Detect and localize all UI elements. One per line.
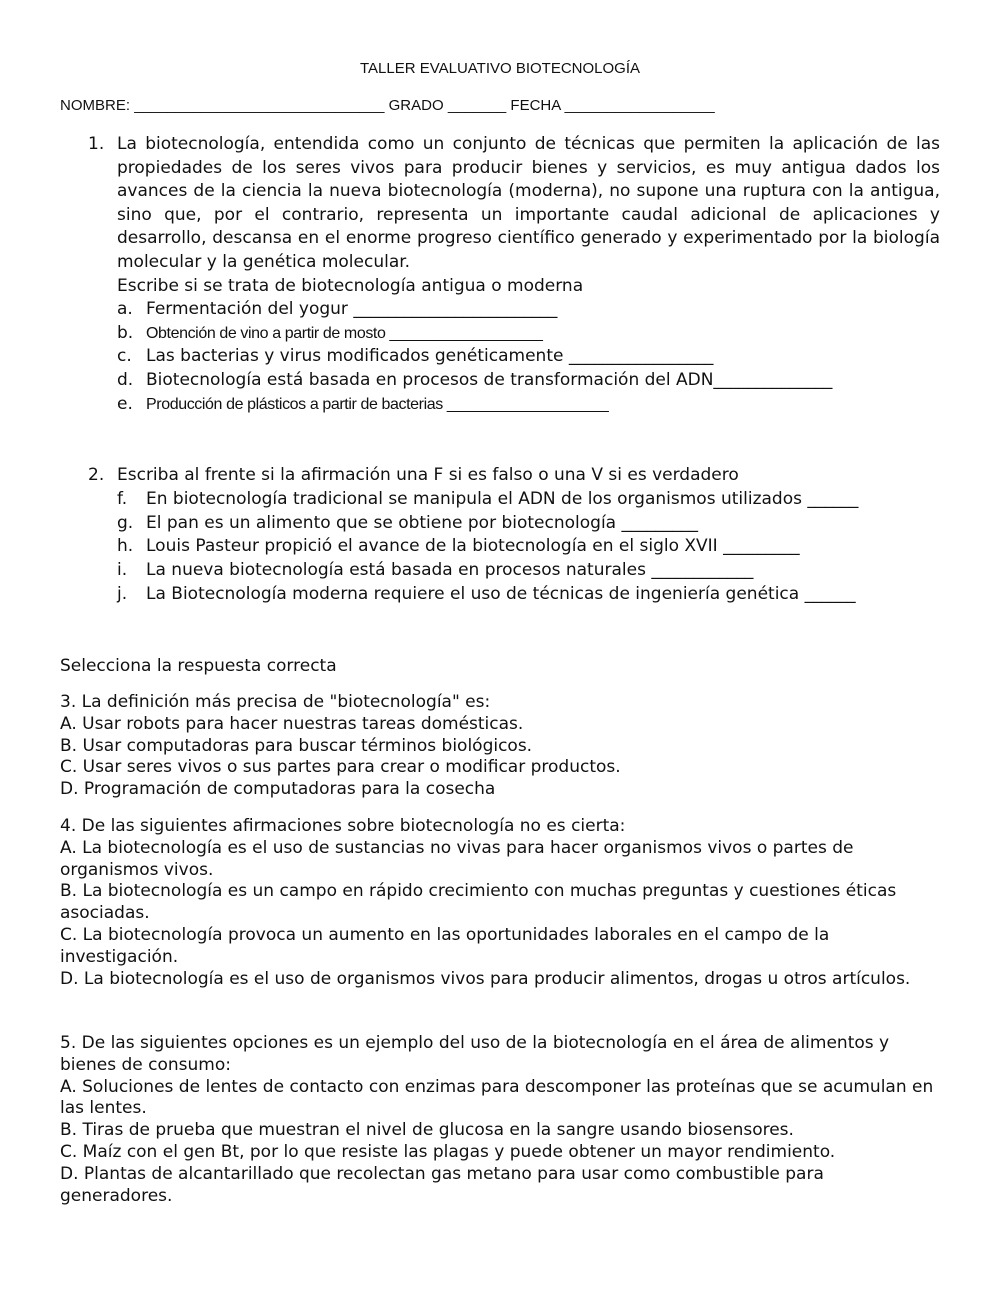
item-letter: f. [117,488,128,509]
list-item [88,345,940,369]
item-text: Producción de plásticos a partir de bacterias ___________________ [146,395,609,413]
option-c: C. La biotecnología provoca un aumento en las oportunidades laborales en el campo de la investigación. [60,924,830,967]
list-item [88,393,940,417]
list-item [88,512,940,536]
option-d: D. La biotecnología es el uso de organismos vivos para producir alimentos, drogas u otros artículos. [60,968,911,989]
name-label: NOMBRE: [60,97,131,114]
item-text: Obtención de vino a partir de mosto __________________ [146,324,543,342]
item-letter: c. [117,346,132,367]
date-blank: __________________ [564,97,715,114]
item-letter: b. [117,322,134,343]
question-3-text: 3. La definición más precisa de "biotecnología" es: [60,692,491,712]
option-d: D. Plantas de alcantarillado que recolectan gas metano para usar como combustible para generadores. [60,1163,824,1206]
option-a: A. La biotecnología es el uso de sustancias no vivas para hacer organismos vivos o partes de organismos vivos. [60,837,854,880]
name-blank: ______________________________ [134,97,385,114]
question-1-items [88,298,940,416]
item-letter: e. [117,393,133,414]
student-info-line [60,97,715,114]
question-2-items [88,488,940,607]
list-item [88,369,940,393]
item-letter: i. [117,560,128,581]
item-text: Las bacterias y virus modificados genéticamente _________________ [146,346,714,367]
question-4-text: 4. De las siguientes afirmaciones sobre biotecnología no es cierta: [60,816,626,836]
item-text: En biotecnología tradicional se manipula el ADN de los organismos utilizados ______ [146,488,859,509]
option-b: B. Usar computadoras para buscar términos biológicos. [60,735,533,756]
question-5 [60,1033,940,1207]
item-text: El pan es un alimento que se obtiene por biotecnología _________ [146,512,698,533]
item-text: Louis Pasteur propició el avance de la biotecnología en el siglo XVII _________ [146,536,800,557]
option-d: D. Programación de computadoras para la cosecha [60,779,496,800]
list-item [88,322,940,346]
item-text: La Biotecnología moderna requiere el uso de técnicas de ingeniería genética ______ [146,583,856,604]
page-title: TALLER EVALUATIVO BIOTECNOLOGÍA [359,60,641,77]
date-label: FECHA [510,97,561,114]
grade-label: GRADO [388,97,444,114]
question-3 [60,692,940,801]
option-a: A. Soluciones de lentes de contacto con enzimas para descomponer las proteínas que se acumulan en las lentes. [60,1076,934,1119]
list-item [88,298,940,322]
question-5-text: 5. De las siguientes opciones es un ejemplo del uso de la biotecnología en el área de alimentos y bienes de consumo: [60,1033,890,1075]
item-text: Biotecnología está basada en procesos de transformación del ADN______________ [146,369,833,390]
item-letter: h. [117,536,134,557]
grade-blank: _______ [447,97,507,114]
item-text: La nueva biotecnología está basada en procesos naturales ____________ [146,560,754,581]
question-1-paragraph: La biotecnología, entendida como un conjunto de técnicas que permiten la aplicación de las propiedades de los seres vivos para producir bienes y servicios, es muy antigua dados los avances de la ciencia la nueva biotecnología (moderna), no supone una ruptura con la antigua, sino que, por el contrario, representa un importante caudal adicional de aplicaciones y desarrollo, descansa en el enorme progreso científico generado y experimentado por la biología molecular y la genética molecular. [117,134,940,272]
item-letter: a. [117,299,133,320]
section-label: Selecciona la respuesta correcta [60,656,337,676]
question-2 [88,464,940,607]
option-c: C. Usar seres vivos o sus partes para crear o modificar productos. [60,757,621,778]
item-letter: d. [117,369,134,390]
question-2-instruction: Escriba al frente si la afirmación una F si es falso o una V si es verdadero [117,465,739,485]
list-item [88,559,940,583]
question-1-number: 1. [88,134,105,154]
list-item [88,535,940,559]
option-a: A. Usar robots para hacer nuestras tareas domésticas. [60,713,524,734]
question-1 [88,133,940,416]
question-2-number: 2. [88,465,105,485]
item-letter: g. [117,512,134,533]
item-letter: j. [117,583,128,604]
list-item [88,488,940,512]
option-b: B. La biotecnología es un campo en rápido crecimiento con muchas preguntas y cuestiones éticas asociadas. [60,881,897,924]
question-1-instruction: Escribe si se trata de biotecnología antigua o moderna [117,275,584,296]
question-4 [60,816,940,990]
option-c: C. Maíz con el gen Bt, por lo que resiste las plagas y puede obtener un mayor rendimiento. [60,1141,836,1162]
item-text: Fermentación del yogur ________________________ [146,299,558,320]
option-b: B. Tiras de prueba que muestran el nivel de glucosa en la sangre usando biosensores. [60,1120,794,1141]
list-item [88,583,940,607]
